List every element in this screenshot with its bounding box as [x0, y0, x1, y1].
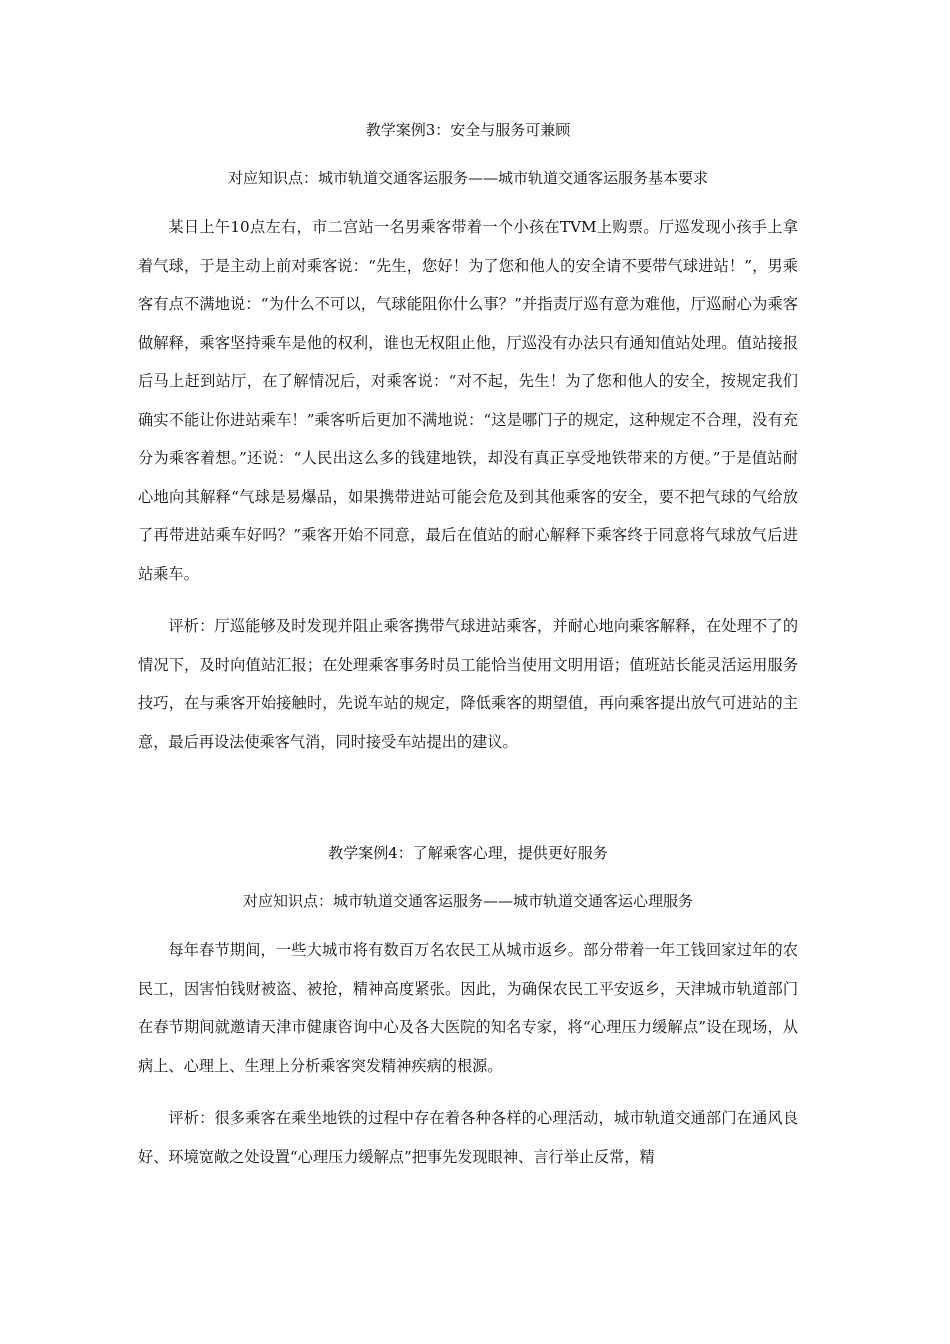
case-3	[138, 118, 798, 761]
case-body: 某日上午10点左右，市二宫站一名男乘客带着一个小孩在TVM上购票。厅巡发现小孩手上拿着气球，于是主动上前对乘客说：“先生，您好！为了您和他人的安全请不要带气球进站！”，男乘客有点不满地说：“为什么不可以，气球能阻你什么事？”并指责厅巡有意为难他，厅巡耐心为乘客做解释，乘客坚持乘车是他的权利，谁也无权阻止他，厅巡没有办法只有通知值站处理。值站接报后马上赶到站厅，在了解情况后，对乘客说：“对不起，先生！为了您和他人的安全，按规定我们确实不能让你进站乘车！”乘客听后更加不满地说：“这是哪门子的规定，这种规定不合理，没有充分为乘客着想。”还说：“人民出这么多的钱建地铁，却没有真正享受地铁带来的方便。”于是值站耐心地向其解释“气球是易爆品，如果携带进站可能会危及到其他乘客的安全，要不把气球的气给放了再带进站乘车好吗？”乘客开始不同意，最后在值站的耐心解释下乘客终于同意将气球放气后进站乘车。	[138, 218, 798, 583]
case-analysis: 评析：厅巡能够及时发现并阻止乘客携带气球进站乘客，并耐心地向乘客解释，在处理不了的情况下，及时向值站汇报；在处理乘客事务时员工能恰当使用文明用语；值班站长能灵活运用服务技巧，在与乘客开始接触时，先说车站的规定，降低乘客的期望值，再向乘客提出放气可进站的主意，最后再设法使乘客气消，同时接受车站提出的建议。	[138, 617, 798, 751]
case-title: 教学案例4：了解乘客心理，提供更好服务	[328, 844, 608, 862]
case-body: 每年春节期间，一些大城市将有数百万名农民工从城市返乡。部分带着一年工钱回家过年的农民工，因害怕钱财被盗、被抢，精神高度紧张。因此，为确保农民工平安返乡，天津城市轨道部门在春节期间就邀请天津市健康咨询中心及各大医院的知名专家，将“心理压力缓解点”设在现场，从病上、心理上、生理上分析乘客突发精神疾病的根源。	[138, 941, 798, 1075]
section-spacer	[138, 761, 798, 841]
knowledge-point: 对应知识点：城市轨道交通客运服务——城市轨道交通客运服务基本要求	[227, 169, 708, 187]
case-4	[138, 841, 798, 1176]
case-analysis: 评析：很多乘客在乘坐地铁的过程中存在着各种各样的心理活动，城市轨道交通部门在通风良好、环境宽敞之处设置“心理压力缓解点”把事先发现眼神、言行举止反常，精	[138, 1109, 798, 1166]
document-content	[138, 118, 798, 1176]
case-title: 教学案例3：安全与服务可兼顾	[365, 121, 571, 139]
knowledge-point: 对应知识点：城市轨道交通客运服务——城市轨道交通客运心理服务	[242, 892, 693, 910]
